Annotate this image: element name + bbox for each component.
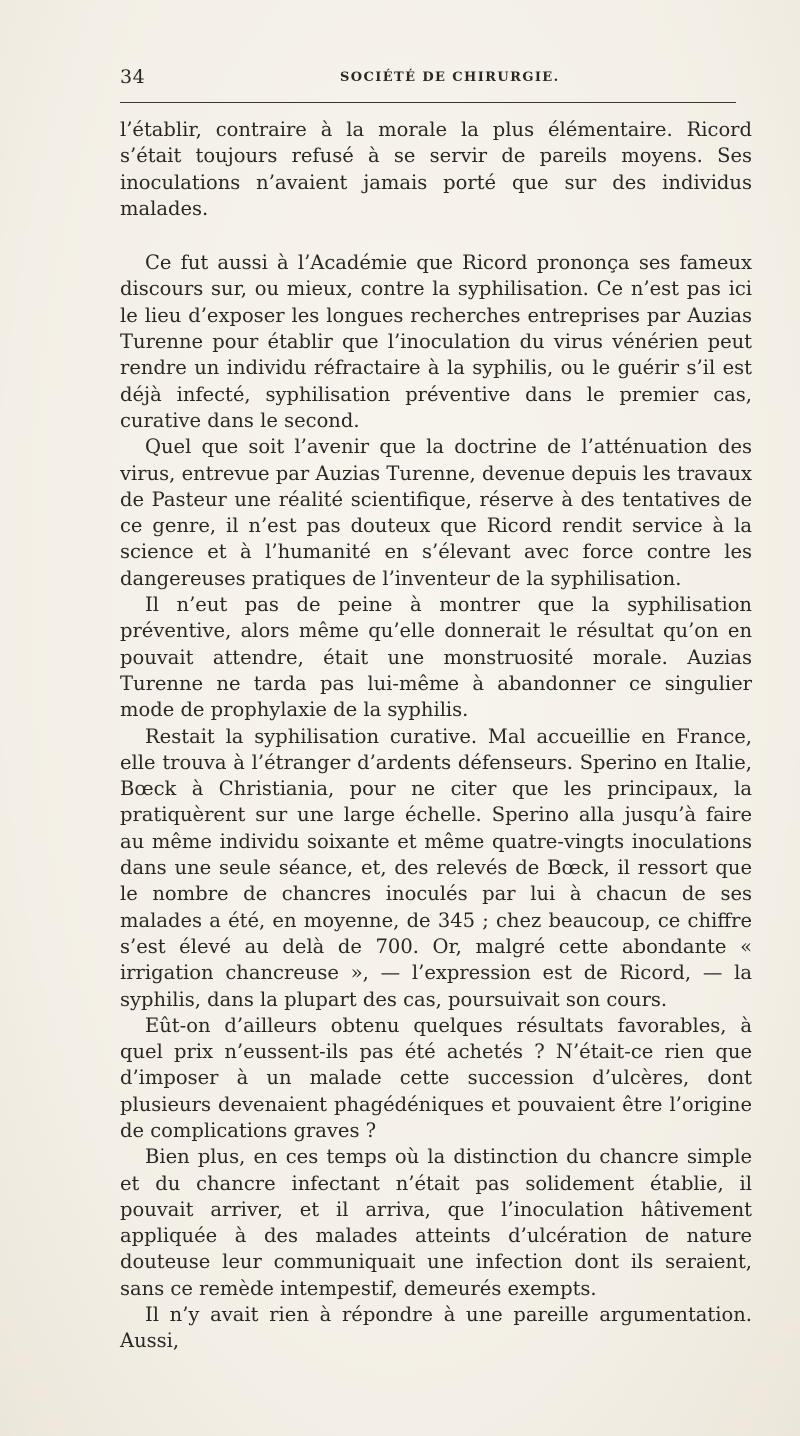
paragraph-5: Restait la syphilisation curative. Mal accueillie en France, elle trouva à l’étranger d’ardents défenseurs. Sperino en Italie, Bœck à Christiania, pour ne citer que les principaux, la pratiquèrent sur une large échelle. Sperino alla jusqu’à faire au même individu soixante et même quatre-vingts inoculations dans une seule séance, et, des relevés de Bœck, il ressort que le nombre de chancres inoculés par lui à chacun de ses malades a été, en moyenne, de 345 ; chez beaucoup, ce chiffre s’est élevé au delà de 700. Or, malgré cette abondante « irrigation chancreuse », — l’expression est de Ricord, — la syphilis, dans la plupart des cas, poursuivait son cours. <box>120 724 752 1011</box>
body-text <box>120 117 752 1355</box>
header-rule <box>120 102 736 103</box>
paragraph-6: Eût-on d’ailleurs obtenu quelques résultats favorables, à quel prix n’eussent-ils pas été achetés ? N’était-ce rien que d’imposer à un malade cette succession d’ulcères, dont plusieurs devenaient phagédéniques et pouvaient être l’origine de complications graves ? <box>120 1013 752 1142</box>
paragraph-7: Bien plus, en ces temps où la distinction du chancre simple et du chancre infectant n’était pas solidement établie, il pouvait arriver, et il arriva, que l’inoculation hâtivement appliquée à des malades atteints d’ulcération de nature douteuse leur communiquait une infection dont ils seraient, sans ce remède intempestif, demeurés exempts. <box>120 1145 752 1300</box>
paragraph-3: Quel que soit l’avenir que la doctrine de l’atténuation des virus, entrevue par Auzias Turenne, devenue depuis les travaux de Pasteur une réalité scientifique, réserve à des tentatives de ce genre, il n’est pas douteux que Ricord rendit service à la science et à l’humanité en s’élevant avec force contre les dangereuses pratiques de l’inventeur de la syphilisation. <box>120 435 752 590</box>
paragraph-8: Il n’y avait rien à répondre à une pareille argumentation. Aussi, <box>120 1303 752 1353</box>
running-title: SOCIÉTÉ DE CHIRURGIE. <box>340 70 560 85</box>
paragraph-4: Il n’eut pas de peine à montrer que la syphilisation préventive, alors même qu’elle donnerait le résultat qu’on en pouvait attendre, était une monstruosité morale. Auzias Turenne ne tarda pas lui-même à abandonner ce singulier mode de prophylaxie de la syphilis. <box>120 593 752 722</box>
page-header <box>120 66 736 92</box>
page-number: 34 <box>120 66 146 88</box>
paragraph-2: Ce fut aussi à l’Académie que Ricord prononça ses fameux discours sur, ou mieux, contre la syphilisation. Ce n’est pas ici le lieu d’exposer les longues recherches entreprises par Auzias Turenne pour établir que l’inoculation du virus vénérien peut rendre un individu réfractaire à la syphilis, ou le guérir s’il est déjà infecté, syphilisation préventive dans le premier cas, curative dans le second. <box>120 251 752 432</box>
paragraph-1: l’établir, contraire à la morale la plus élémentaire. Ricord s’était toujours refusé à se servir de pareils moyens. Ses inoculations n’avaient jamais porté que sur des individus malades. <box>120 118 752 220</box>
